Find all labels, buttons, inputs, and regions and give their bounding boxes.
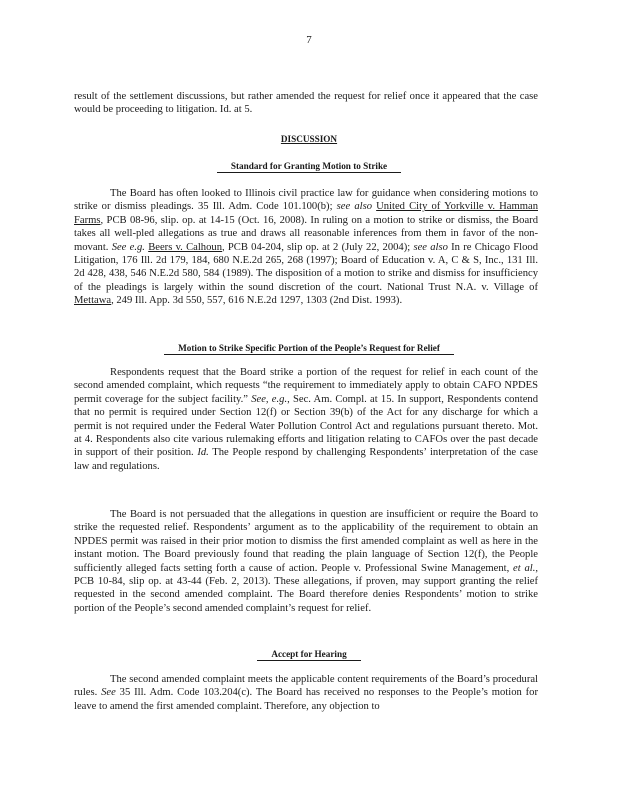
paragraph-accept-text: The second amended complaint meets the applicable content requirements of the Board’s procedural rules. See 35 Ill. Adm. Code 103.204(c). The Board has received no responses to the People’s motion for leave to amend the first amended complaint. Therefore, any objection to	[74, 674, 538, 712]
heading-standard	[0, 160, 618, 173]
paragraph-motion	[74, 366, 538, 473]
heading-motion-text: Motion to Strike Specific Portion of the People’s Request for Relief	[164, 343, 454, 355]
paragraph-intro-text: result of the settlement discussions, but rather amended the request for relief once it appeared that the case would be proceeding to litigation. Id. at 5.	[74, 91, 538, 116]
paragraph-standard-text: The Board has often looked to Illinois civil practice law for guidance when considering motions to strike or dismiss pleadings. 35 Ill. Adm. Code 101.100(b); see also United City of Yorkville v. Hamman Farms, PCB 08-96, slip. op. at 14-15 (Oct. 16, 2008). In ruling on a motion to strike or dismiss, the Board takes all well-pled allegations as true and draws all reasonable inferences from them in favor of the non-movant. See e.g. Beers v. Calhoun, PCB 04-204, slip op. at 2 (July 22, 2004); see also In re Chicago Flood Litigation, 176 Ill. 2d 179, 184, 680 N.E.2d 265, 268 (1997); Board of Education v. A, C & S, Inc., 131 Ill. 2d 428, 438, 546 N.E.2d 580, 584 (1989). The disposition of a motion to strike and dismiss for insufficiency of the pleadings is largely within the sound discretion of the court. National Trust N.A. v. Village of Mettawa, 249 Ill. App. 3d 550, 557, 616 N.E.2d 1297, 1303 (2nd Dist. 1993).	[74, 188, 539, 307]
heading-discussion-text: DISCUSSION	[280, 134, 338, 144]
heading-standard-text: Standard for Granting Motion to Strike	[217, 161, 401, 173]
paragraph-persuaded	[74, 508, 538, 615]
paragraph-accept	[74, 673, 538, 713]
paragraph-intro	[74, 90, 538, 117]
heading-motion	[0, 342, 618, 355]
heading-discussion	[0, 133, 618, 146]
page-number: 7	[306, 34, 312, 46]
heading-accept-text: Accept for Hearing	[257, 649, 360, 661]
paragraph-motion-text: Respondents request that the Board strike a portion of the request for relief in each count of the second amended complaint, which requests “the requirement to immediately apply to obtain CAFO NPDES permit coverage for the subject facility.” See, e.g., Sec. Am. Compl. at 15. In support, Respondents contend that no permit is required under Section 12(f) or Section 39(b) of the Act for any discharge for which a permit is not required under the Federal Water Pollution Control Act and regulations pursuant thereto. Mot. at 4. Respondents also cite various rulemaking efforts and litigation relating to CAFOs over the past decade in support of their position. Id. The People respond by challenging Respondents’ interpretation of the case law and regulations.	[74, 367, 538, 472]
heading-accept	[0, 648, 618, 661]
paragraph-persuaded-text: The Board is not persuaded that the allegations in question are insufficient or require the Board to strike the requested relief. Respondents’ argument as to the applicability of the requirement to obtain an NPDES permit was raised in their prior motion to dismiss the first amended complaint as well as here in the instant motion. The Board previously found that reading the plain language of Section 12(f), the People sufficiently alleged facts setting forth a cause of action. People v. Professional Swine Management, et al., PCB 10-84, slip op. at 43-44 (Feb. 2, 2013). These allegations, if proven, may support granting the relief requested in the second amended complaint. The Board therefore denies Respondents’ motion to strike portion of the People’s second amended complaint’s request for relief.	[74, 509, 538, 614]
paragraph-standard	[74, 187, 538, 308]
